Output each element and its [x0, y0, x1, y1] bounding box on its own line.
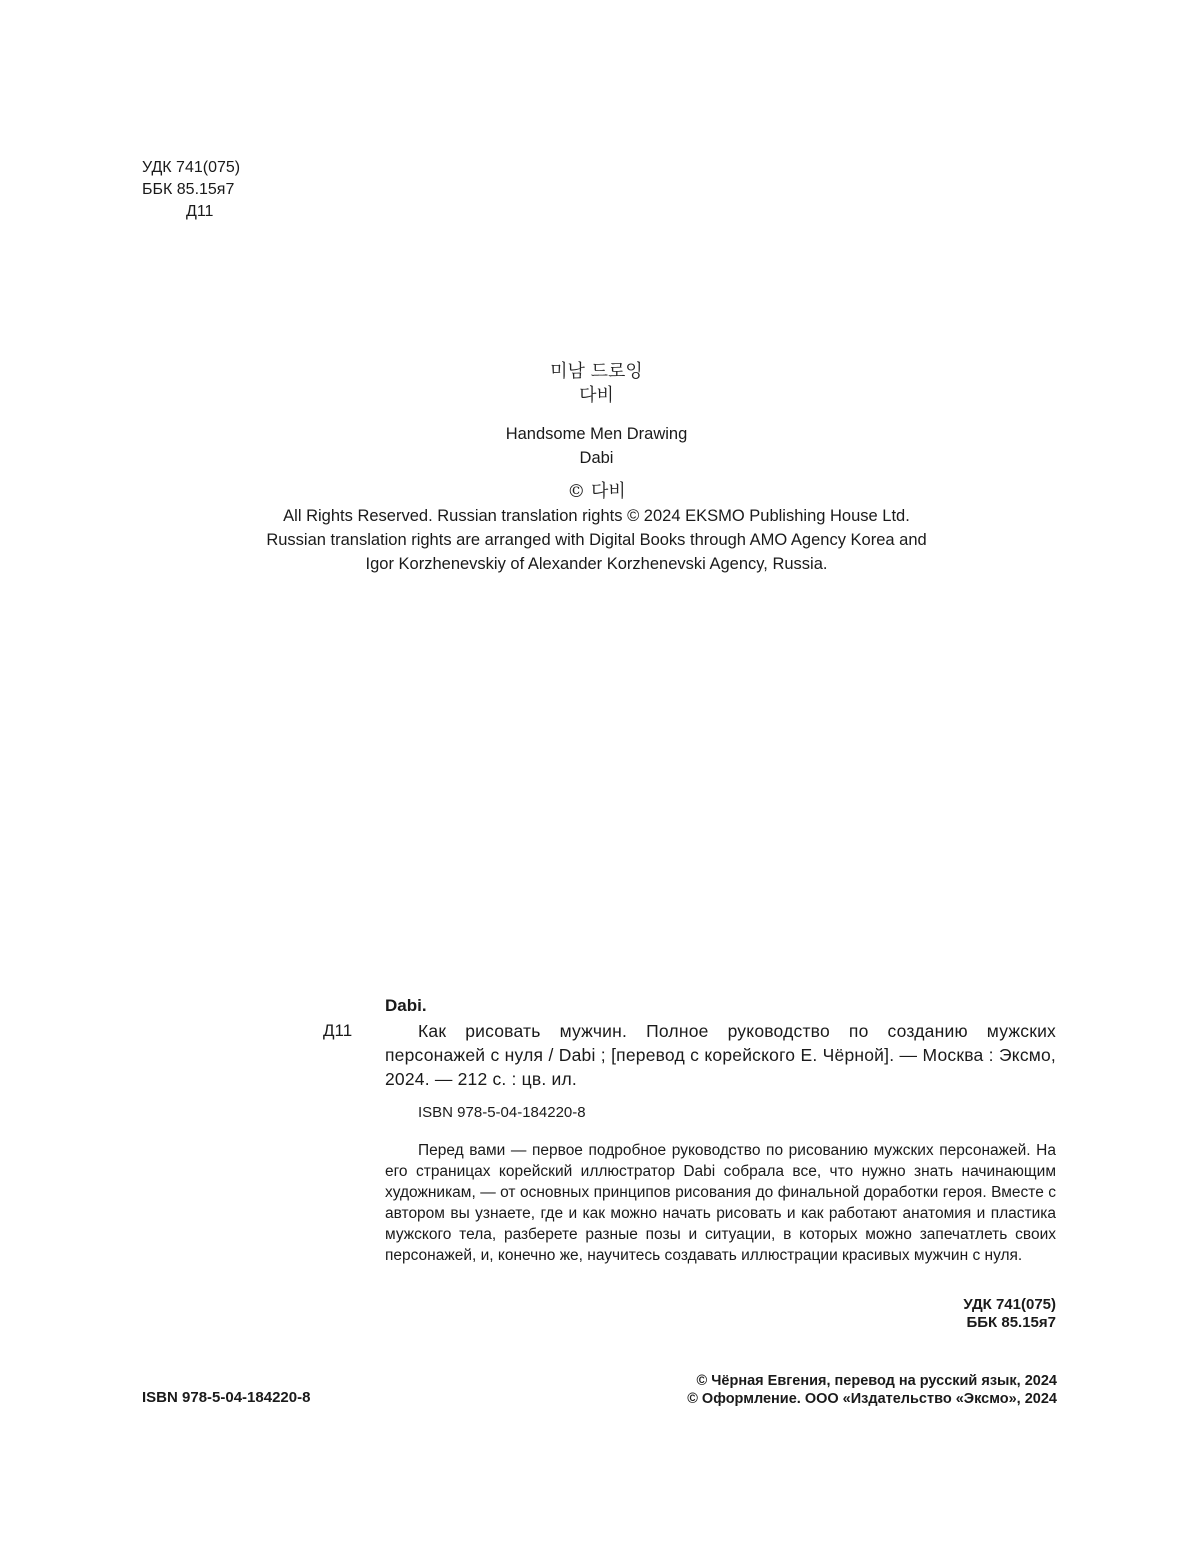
- english-title: Handsome Men Drawing: [505, 425, 688, 443]
- korean-copyright: © 다비: [567, 481, 626, 502]
- korean-author: 다비: [579, 385, 614, 406]
- rights-line-3: Igor Korzhenevskiy of Alexander Korzhenevski Agency, Russia.: [365, 555, 828, 573]
- english-author: Dabi: [579, 449, 614, 467]
- bib-description: Как рисовать мужчин. Полное руководство по созданию мужских персонажей с нуля / Dabi ; [перевод с корейского Е. Чёрной]. — Москва : Эксмо, 2024. — 212 с. : цв. ил.: [385, 1021, 1056, 1089]
- bib-author-code: Д11: [323, 1021, 353, 1040]
- bib-udk: УДК 741(075): [963, 1296, 1056, 1313]
- bbk-index: ББК 85.15я7: [142, 181, 235, 198]
- rights-line-2: Russian translation rights are arranged with Digital Books through AMO Agency Korea and: [266, 531, 927, 549]
- copyright-translation: © Чёрная Евгения, перевод на русский язык, 2024: [696, 1373, 1057, 1389]
- udk-index: УДК 741(075): [142, 159, 241, 176]
- rights-line-1: All Rights Reserved. Russian translation rights © 2024 EKSMO Publishing House Ltd.: [283, 507, 910, 525]
- author-code: Д11: [186, 203, 214, 220]
- bib-author-heading: Dabi.: [385, 996, 427, 1015]
- bib-isbn: ISBN 978-5-04-184220-8: [418, 1104, 586, 1121]
- classification-indices-top: [142, 157, 240, 223]
- bib-classification: [900, 1296, 1056, 1332]
- bib-annotation: Перед вами — первое подробное руководство по рисованию мужских персонажей. На его страницах корейский иллюстратор Dabi собрала все, что нужно знать начинающим художникам, — от основных принципов рисования до финальной доработки героя. Вместе с автором вы узнаете, где и как можно начать рисовать и как работают анатомия и пластика мужского тела, разберете разные позы и ситуации, в которых можно запечатлеть своих персонажей, и, конечно же, научитесь создавать иллюстрации красивых мужчин с нуля.: [385, 1142, 1056, 1264]
- footer-copyrights: [600, 1372, 1057, 1408]
- bib-bbk: ББК 85.15я7: [966, 1314, 1056, 1331]
- original-title-block: [0, 360, 1193, 576]
- korean-title: 미남 드로잉: [550, 361, 643, 382]
- copyright-design: © Оформление. ООО «Издательство «Эксмо», 2024: [687, 1391, 1057, 1407]
- footer-isbn: ISBN 978-5-04-184220-8: [142, 1389, 311, 1406]
